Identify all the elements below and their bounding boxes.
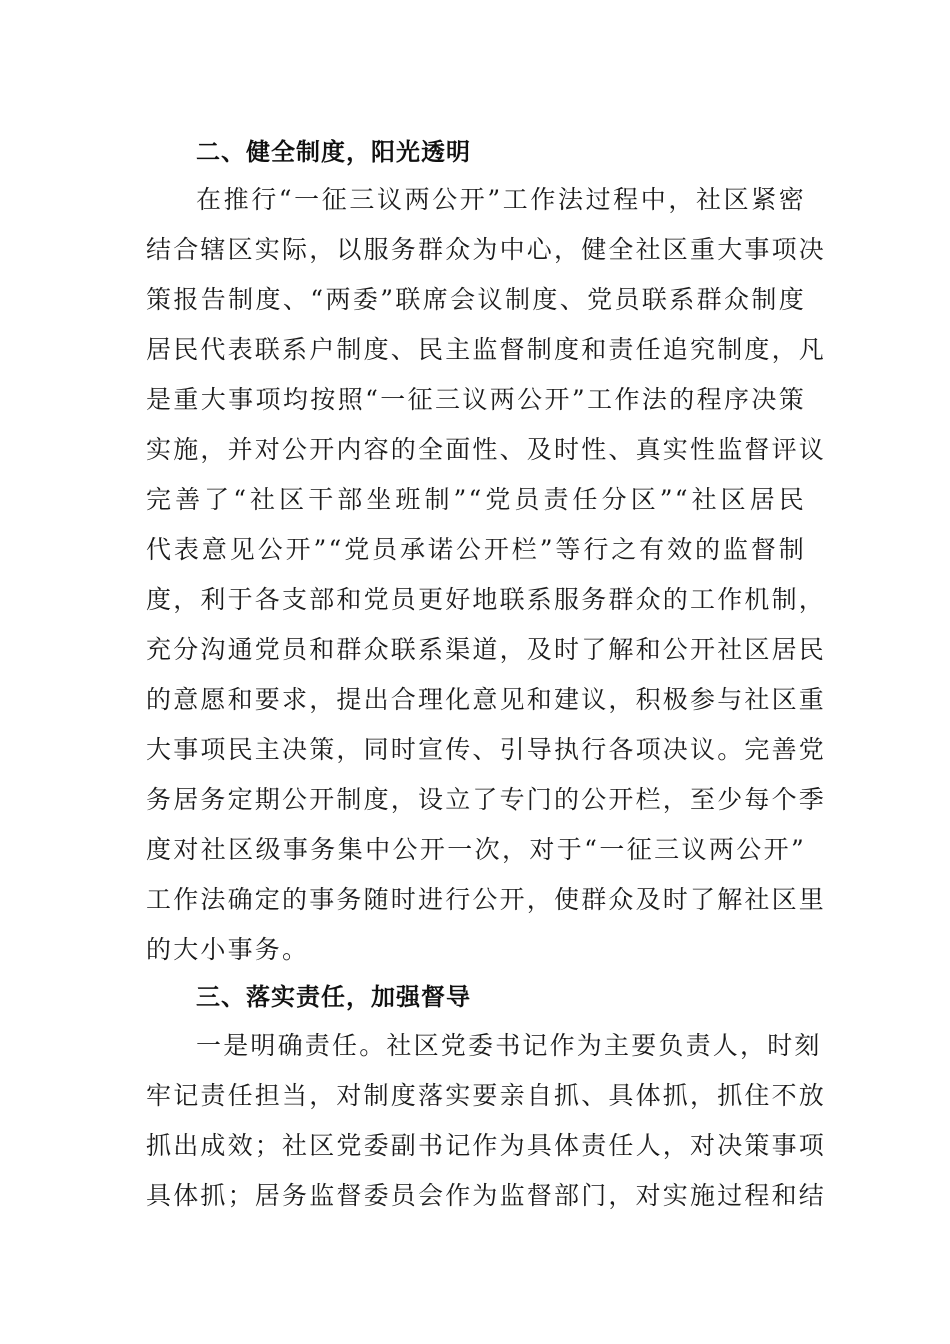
section-3-line: 具体抓；居务监督委员会作为监督部门，对实施过程和结 — [146, 1181, 827, 1210]
section-3-body — [146, 1021, 827, 1221]
section-3-line: 牢记责任担当，对制度落实要亲自抓、具体抓，抓住不放 — [146, 1081, 827, 1110]
section-2-line: 的大小事务。 — [146, 935, 310, 964]
section-2-heading: 二、健全制度，阳光透明 — [196, 138, 471, 166]
section-2-line: 充分沟通党员和群众联系渠道，及时了解和公开社区居民 — [146, 635, 827, 664]
section-2-line: 代表意见公开”“党员承诺公开栏”等行之有效的监督制 — [146, 535, 806, 564]
section-2-line: 务居务定期公开制度，设立了专门的公开栏，至少每个季 — [146, 785, 827, 814]
section-2-line: 结合辖区实际，以服务群众为中心，健全社区重大事项决 — [146, 235, 827, 264]
section-2-line: 工作法确定的事务随时进行公开，使群众及时了解社区里 — [146, 885, 827, 914]
section-2-line: 实施，并对公开内容的全面性、及时性、真实性监督评议 — [146, 435, 827, 464]
section-2-line: 完善了“社区干部坐班制”“党员责任分区”“社区居民 — [146, 485, 806, 514]
section-2-line: 策报告制度、“两委”联席会议制度、党员联系群众制度 — [146, 285, 806, 314]
section-2-line: 居民代表联系户制度、民主监督制度和责任追究制度，凡 — [146, 335, 827, 364]
section-3-heading: 三、落实责任，加强督导 — [196, 983, 471, 1011]
section-2-line: 度对社区级事务集中公开一次，对于“一征三议两公开” — [146, 835, 806, 864]
section-2-line: 的意愿和要求，提出合理化意见和建议，积极参与社区重 — [146, 685, 827, 714]
section-2-line: 大事项民主决策，同时宣传、引导执行各项决议。完善党 — [146, 735, 827, 764]
section-2-line: 在推行“一征三议两公开”工作法过程中，社区紧密 — [196, 185, 806, 214]
section-2-line: 是重大事项均按照“一征三议两公开”工作法的程序决策 — [146, 385, 806, 414]
section-2-line: 度，利于各支部和党员更好地联系服务群众的工作机制， — [146, 585, 827, 614]
section-3-line: 一是明确责任。社区党委书记作为主要负责人，时刻 — [196, 1031, 822, 1060]
section-3-line: 抓出成效；社区党委副书记作为具体责任人，对决策事项 — [146, 1131, 827, 1160]
section-2-body — [146, 175, 827, 975]
